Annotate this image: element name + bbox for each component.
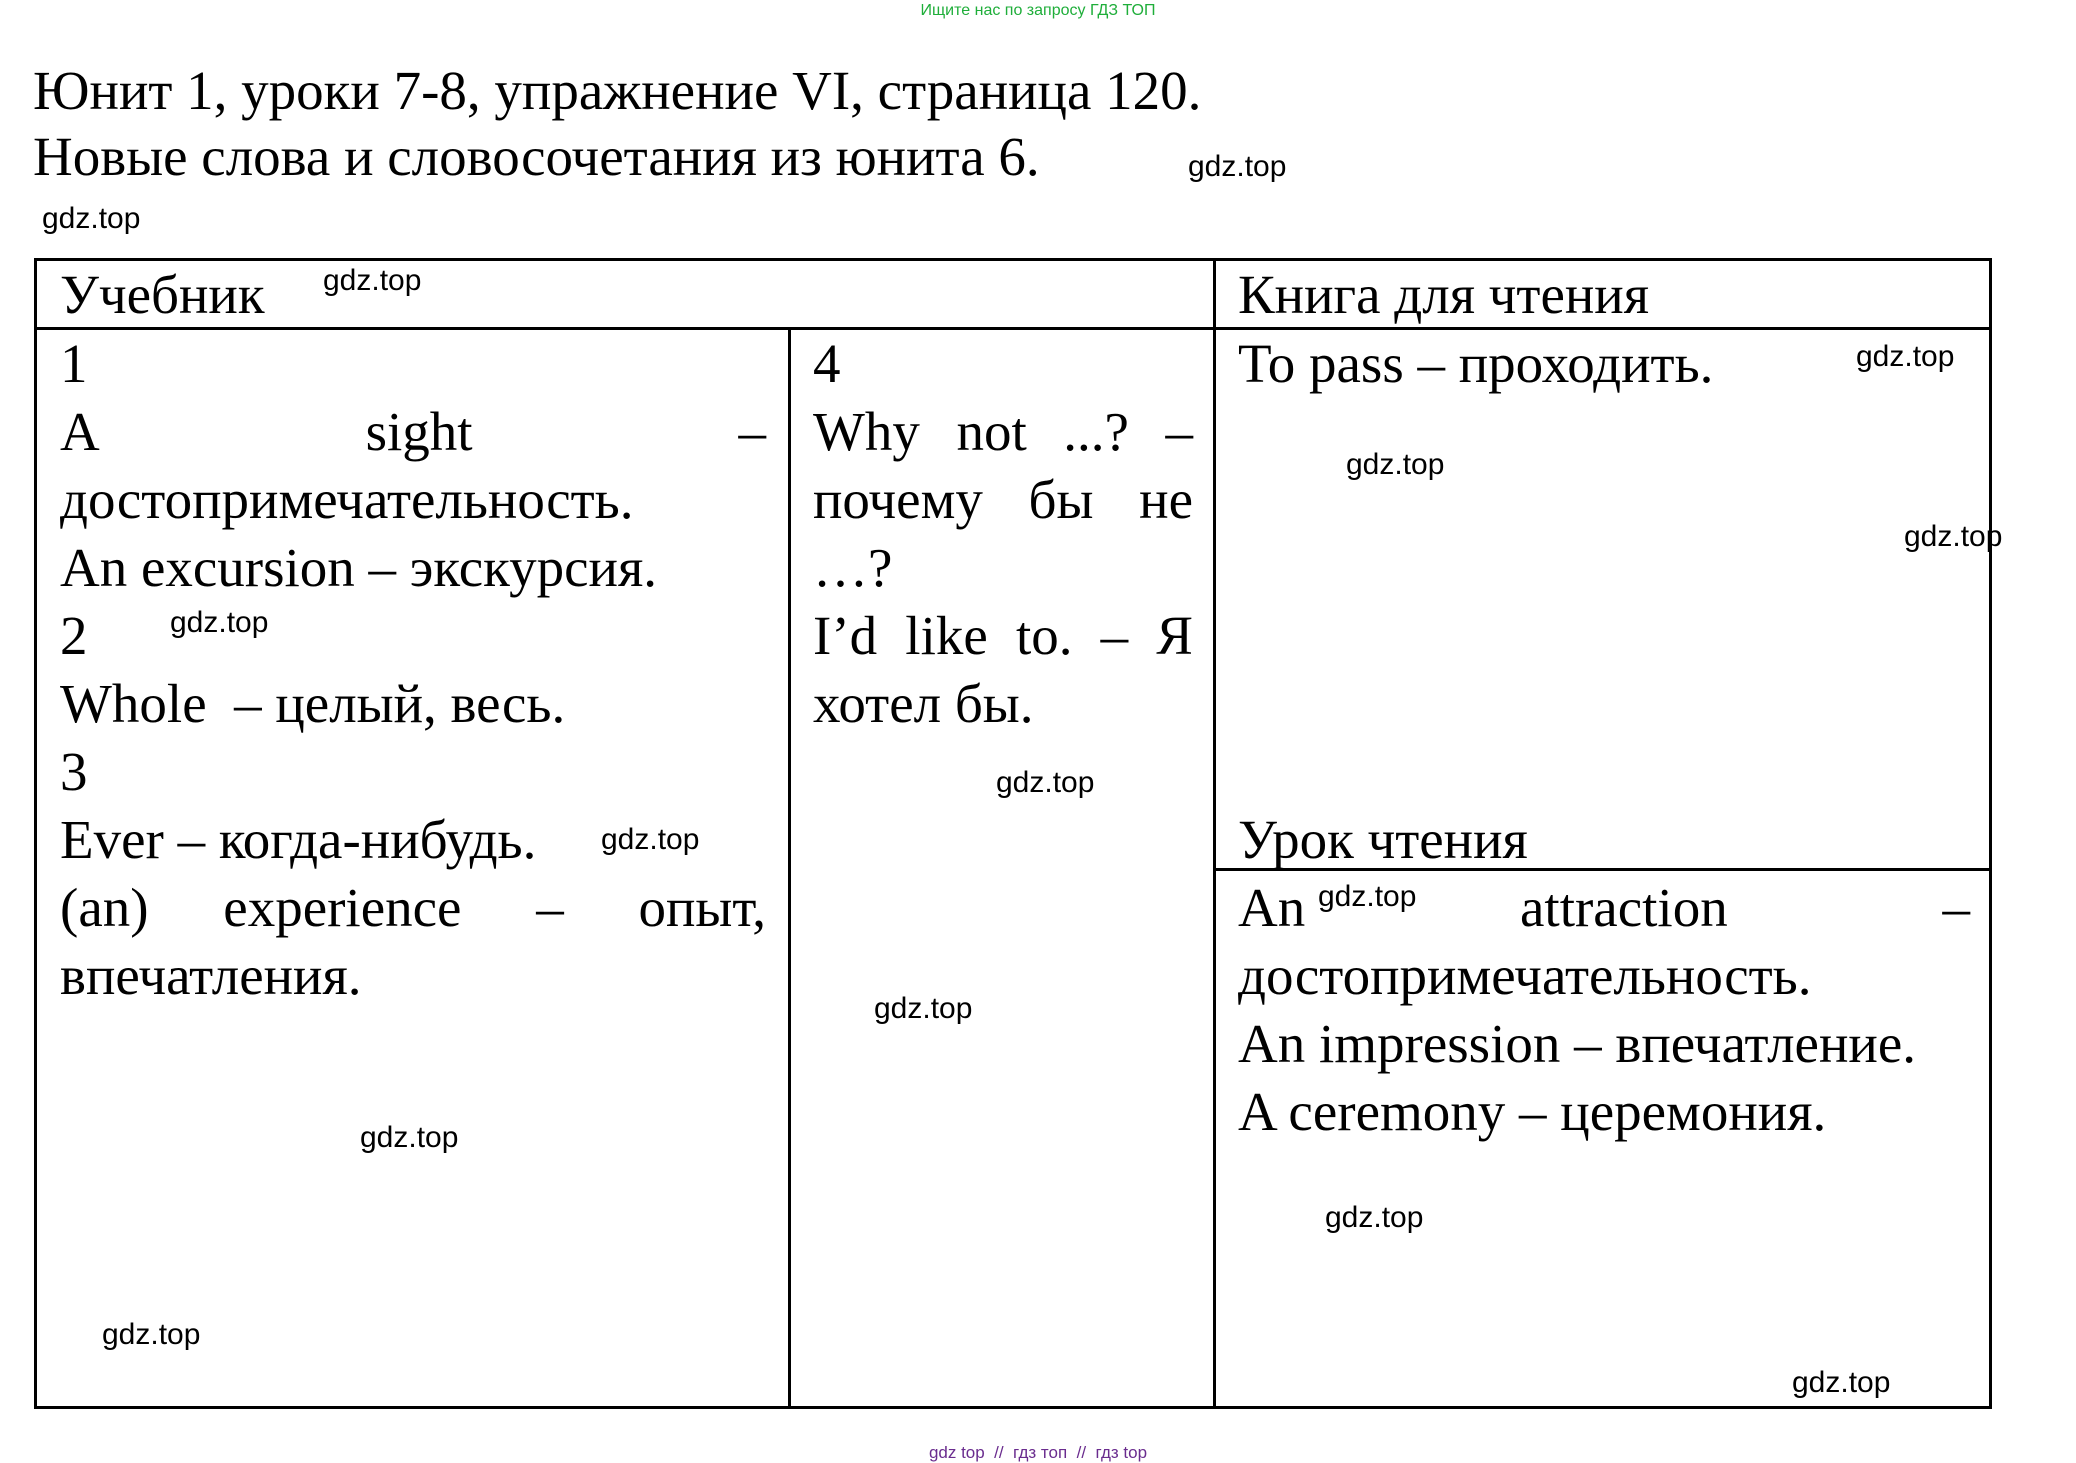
- why-dash: –: [1165, 401, 1193, 462]
- watermark: gdz.top: [323, 264, 422, 297]
- watermark: gdz.top: [1318, 880, 1417, 913]
- attraction-article: An: [1238, 877, 1306, 938]
- ever-entry: Ever – когда-нибудь.: [60, 809, 537, 870]
- id-word: I’d: [813, 605, 878, 666]
- watermark: gdz.top: [874, 992, 973, 1025]
- by-word: бы: [1028, 469, 1094, 530]
- watermark: gdz.top: [360, 1121, 459, 1154]
- why-not-line: [813, 398, 1193, 466]
- experience-article: (an): [60, 877, 149, 938]
- experience-word: experience: [223, 877, 462, 938]
- section-number-4: 4: [813, 333, 841, 394]
- column-divider-middle: [788, 327, 791, 1409]
- textbook-column: [60, 330, 766, 1010]
- textbook-column-2: [813, 330, 1193, 738]
- excursion-entry: An excursion – экскурсия.: [60, 537, 657, 598]
- watermark: gdz.top: [1325, 1201, 1424, 1234]
- watermark: gdz.top: [170, 606, 269, 639]
- page-title: Юнит 1, уроки 7-8, упражнение VI, страница 120.: [33, 60, 1202, 121]
- experience-dash: –: [536, 877, 564, 938]
- why-not-translation-end: …?: [813, 537, 893, 598]
- ne-word: не: [1139, 469, 1193, 530]
- watermark: gdz.top: [1904, 520, 2003, 553]
- sight-word: sight: [365, 401, 473, 462]
- reading-lesson-column: [1238, 874, 1970, 1146]
- ellipsis-question: ...?: [1063, 401, 1129, 462]
- watermark: gdz.top: [1792, 1366, 1891, 1399]
- why-not-translation-line: [813, 466, 1193, 534]
- watermark: gdz.top: [42, 202, 141, 235]
- id-like-line: [813, 602, 1193, 670]
- not-word: not: [956, 401, 1027, 462]
- attraction-word: attraction: [1520, 877, 1728, 938]
- sight-translation: достопримечательность.: [60, 469, 634, 530]
- experience-translation-start: опыт,: [638, 877, 766, 938]
- id-like-dash: –: [1100, 605, 1129, 666]
- experience-translation: впечатления.: [60, 945, 362, 1006]
- sight-line: [60, 398, 766, 466]
- column-divider-right: [1213, 258, 1216, 1409]
- attraction-translation: достопримечательность.: [1238, 945, 1812, 1006]
- to-pass-entry: To pass – проходить.: [1238, 333, 1714, 394]
- impression-entry: An impression – впечатление.: [1238, 1013, 1916, 1074]
- whole-entry: Whole – целый, весь.: [60, 673, 566, 734]
- section-number-2: 2: [60, 605, 88, 666]
- sight-dash: –: [738, 401, 766, 462]
- why-word: Why: [813, 401, 920, 462]
- watermark: gdz.top: [1346, 448, 1445, 481]
- pochemu-word: почему: [813, 469, 983, 530]
- attraction-dash: –: [1942, 877, 1970, 938]
- top-search-banner: Ищите нас по запросу ГДЗ ТОП: [920, 2, 1156, 19]
- ceremony-entry: A ceremony – церемония.: [1238, 1081, 1827, 1142]
- sight-article: A: [60, 401, 100, 462]
- watermark: gdz.top: [996, 766, 1095, 799]
- footer-links: gdz top // гдз топ // гдз top: [928, 1443, 1148, 1462]
- experience-line: [60, 874, 766, 942]
- header-textbook: Учебник: [60, 264, 265, 325]
- id-like-translation: хотел бы.: [813, 673, 1034, 734]
- to-word: to.: [1015, 605, 1073, 666]
- page-subtitle: Новые слова и словосочетания из юнита 6.: [33, 126, 1040, 187]
- watermark: gdz.top: [102, 1318, 201, 1351]
- section-number-3: 3: [60, 741, 88, 802]
- watermark: gdz.top: [601, 823, 700, 856]
- reading-lesson-header: Урок чтения: [1238, 809, 1528, 870]
- ya-word: Я: [1156, 605, 1193, 666]
- watermark: gdz.top: [1856, 340, 1955, 373]
- section-number-1: 1: [60, 333, 88, 394]
- header-reading-book: Книга для чтения: [1238, 264, 1650, 325]
- watermark: gdz.top: [1188, 150, 1287, 183]
- like-word: like: [905, 605, 988, 666]
